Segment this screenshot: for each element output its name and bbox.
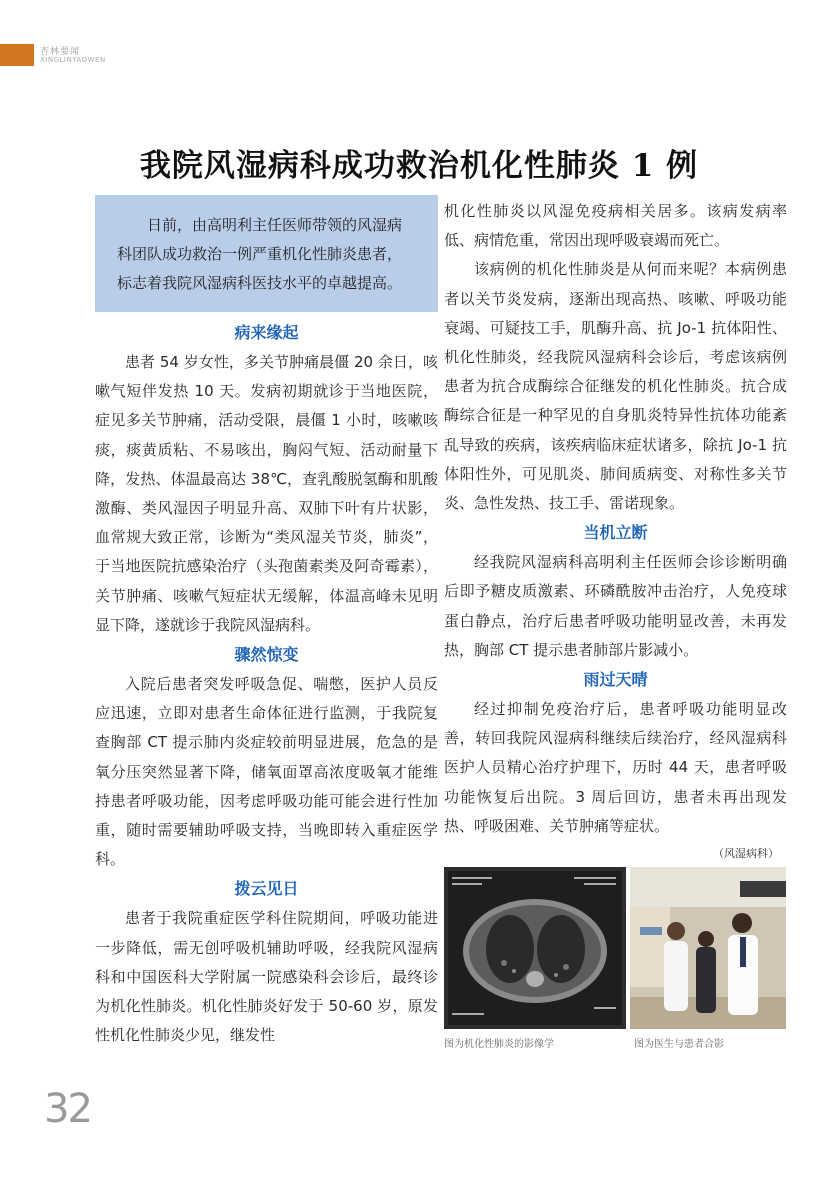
section-heading-treatment: 当机立断 <box>583 523 648 543</box>
photo-captions <box>444 1035 787 1053</box>
header-accent-bar <box>0 44 34 66</box>
section-diagnosis-paragraph-part2: 机化性肺炎以风湿免疫病相关居多。该病发病率低、病情危重，常因出现呼吸衰竭而死亡。 <box>444 202 787 250</box>
section-recovery-paragraph: 经过抑制免疫治疗后，患者呼吸功能明显改善，转回我院风湿病科继续后续治疗，经风湿病科医护人员精心治疗护理下，历时 44 天，患者呼吸功能恢复后出院。3 周后回访，患者未再出现发热、呼吸困难、关节肿痛等症状。 <box>444 700 787 835</box>
intro-text: 日前，由高明利主任医师带领的风湿病科团队成功救治一例严重机化性肺炎患者，标志着我院风湿病科医技水平的卓越提高。 <box>117 216 403 292</box>
section-diagnosis-paragraph-2: 该病例的机化性肺炎是从何而来呢？本病例患者以关节炎发病，逐渐出现高热、咳嗽、呼吸功能衰竭、可疑技工手，肌酶升高、抗 Jo-1 抗体阳性、机化性肺炎，经我院风湿病科会诊后，考虑该病例患者为抗合成酶综合征继发的机化性肺炎。抗合成酶综合征是一种罕见的自身肌炎特异性抗体功能紊乱导致的疾病，该疾病临床症状诸多，除抗 Jo-1 抗体阳性外，可见肌炎、肺间质病变、对称性多关节炎、急性发热、技工手、雷诺现象。 <box>444 260 787 513</box>
section-origin-paragraph: 患者 54 岁女性，多关节肿痛晨僵 20 余日，咳嗽气短伴发热 10 天。发病初期就诊于当地医院，症见多关节肿痛，活动受限，晨僵 1 小时，咳嗽咳痰，痰黄质粘、不易咳出，胸闷气短、活动耐量下降，发热、体温最高达 38℃，查乳酸脱氢酶和肌酸激酶、类风湿因子明显升高、双肺下叶有片状影，血常规大致正常，诊断为“类风湿关节炎，肺炎”，于当地医院抗感染治疗（头孢菌素类及阿奇霉素），关节肿痛、咳嗽气短症状无缓解，体温高峰未见明显下降，遂就诊于我院风湿病科。 <box>95 353 438 634</box>
page-number: 32 <box>44 1086 91 1132</box>
left-column <box>95 195 438 1050</box>
section-diagnosis-paragraph-part1: 患者于我院重症医学科住院期间，呼吸功能进一步降低，需无创呼吸机辅助呼吸，经我院风湿病科和中国医科大学附属一院感染科会诊后，最终诊为机化性肺炎。机化性肺炎好发于 50-60 岁，原发性机化性肺炎少见，继发性 <box>95 909 438 1045</box>
section-heading-sudden-change: 骤然惊变 <box>234 645 299 665</box>
header-section-pinyin: XINGLINYAOWEN <box>40 56 106 64</box>
doctors-caption: 图为医生与患者合影 <box>634 1039 724 1051</box>
intro-box <box>95 195 438 312</box>
section-heading-recovery: 雨过天晴 <box>583 670 648 690</box>
article-title: 我院风湿病科成功救治机化性肺炎 1 例 <box>139 148 699 184</box>
ct-scan-image <box>444 867 626 1029</box>
right-column <box>444 197 787 1053</box>
byline: （风湿病科） <box>713 847 779 861</box>
doctors-with-patient-photo <box>630 867 786 1029</box>
section-sudden-change-paragraph: 入院后患者突发呼吸急促、喘憋，医护人员反应迅速，立即对患者生命体征进行监测，于我院复查胸部 CT 提示肺内炎症较前明显进展，危急的是氧分压突然显著下降，储氧面罩高浓度吸氧才能维持患者呼吸功能，因考虑呼吸功能可能会进行性加重，随时需要辅助呼吸支持，当晚即转入重症医学科。 <box>95 675 438 869</box>
header-section-name: 杏林要闻 <box>40 47 81 57</box>
photo-row <box>444 867 787 1035</box>
section-treatment-paragraph: 经我院风湿病科高明利主任医师会诊诊断明确后即予糖皮质激素、环磷酰胺冲击治疗，人免疫球蛋白静点，治疗后患者呼吸功能明显改善，未再发热，胸部 CT 提示患者肺部片影减小。 <box>444 553 787 659</box>
section-heading-origin: 病来缘起 <box>234 323 299 342</box>
section-heading-diagnosis: 拨云见日 <box>234 879 299 899</box>
ct-caption: 图为机化性肺炎的影像学 <box>444 1039 554 1051</box>
